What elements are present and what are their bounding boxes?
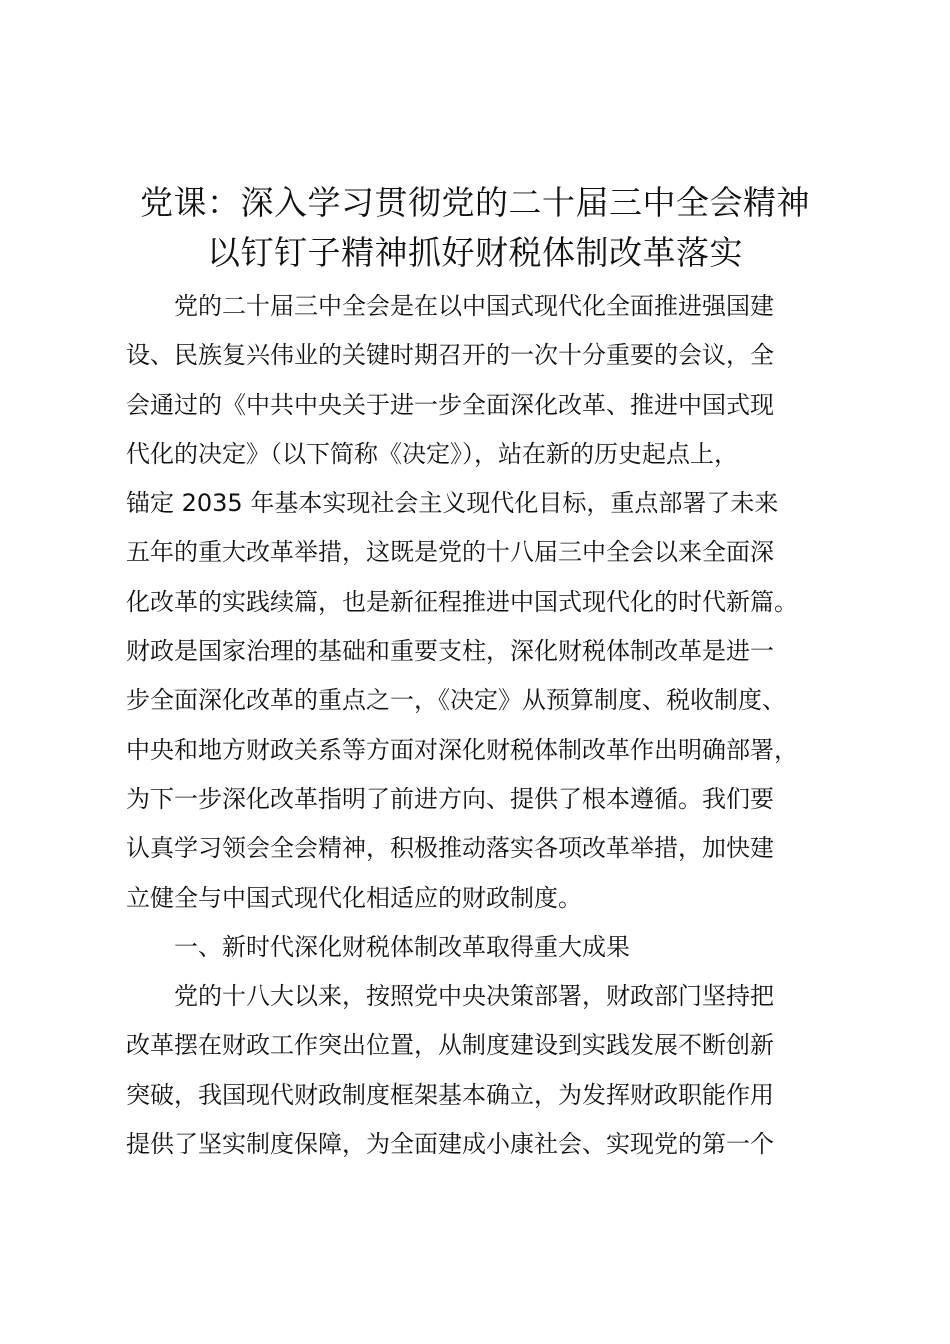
paragraph-line: 五年的重大改革举措，这既是党的十八届三中全会以来全面深	[126, 538, 774, 567]
paragraph-line: 代化的决定》（以下简称《决定》），站在新的历史起点上，	[126, 439, 738, 468]
title-line: 以钉钉子精神抓好财税体制改革落实	[207, 233, 743, 272]
paragraph-line: 化改革的实践续篇，也是新征程推进中国式现代化的时代新篇。	[126, 587, 798, 616]
paragraph-line: 财政是国家治理的基础和重要支柱，深化财税体制改革是进一	[126, 637, 774, 666]
paragraph-line: 为下一步深化改革指明了前进方向、提供了根本遵循。我们要	[126, 784, 774, 813]
paragraph-line: 会通过的《中共中央关于进一步全面深化改革、推进中国式现	[126, 390, 774, 419]
paragraph-line: 改革摆在财政工作突出位置，从制度建设到实践发展不断创新	[126, 1031, 774, 1060]
paragraph-line: 步全面深化改革的重点之一，《决定》从预算制度、税收制度、	[126, 686, 786, 715]
paragraph-line: 认真学习领会全会精神，积极推动落实各项改革举措，加快建	[126, 834, 774, 863]
paragraph-line: 突破，我国现代财政制度框架基本确立，为发挥财政职能作用	[126, 1080, 774, 1109]
paragraph-line: 锚定 2035 年基本实现社会主义现代化目标，重点部署了未来	[126, 489, 779, 518]
paragraph-line: 党的二十届三中全会是在以中国式现代化全面推进强国建	[174, 292, 774, 320]
paragraph-line: 党的十八大以来，按照党中央决策部署，财政部门坚持把	[174, 982, 774, 1011]
document-body	[126, 282, 832, 1169]
document-title	[120, 178, 830, 278]
paragraph-line: 立健全与中国式现代化相适应的财政制度。	[126, 883, 582, 912]
title-line: 党课：深入学习贯彻党的二十届三中全会精神	[140, 183, 810, 222]
paragraph-line: 提供了坚实制度保障，为全面建成小康社会、实现党的第一个	[126, 1130, 774, 1159]
paragraph-line: 中央和地方财政关系等方面对深化财税体制改革作出明确部署，	[126, 735, 798, 764]
section-heading: 一、新时代深化财税体制改革取得重大成果	[174, 932, 630, 961]
paragraph-line: 设、民族复兴伟业的关键时期召开的一次十分重要的会议，全	[126, 341, 774, 370]
